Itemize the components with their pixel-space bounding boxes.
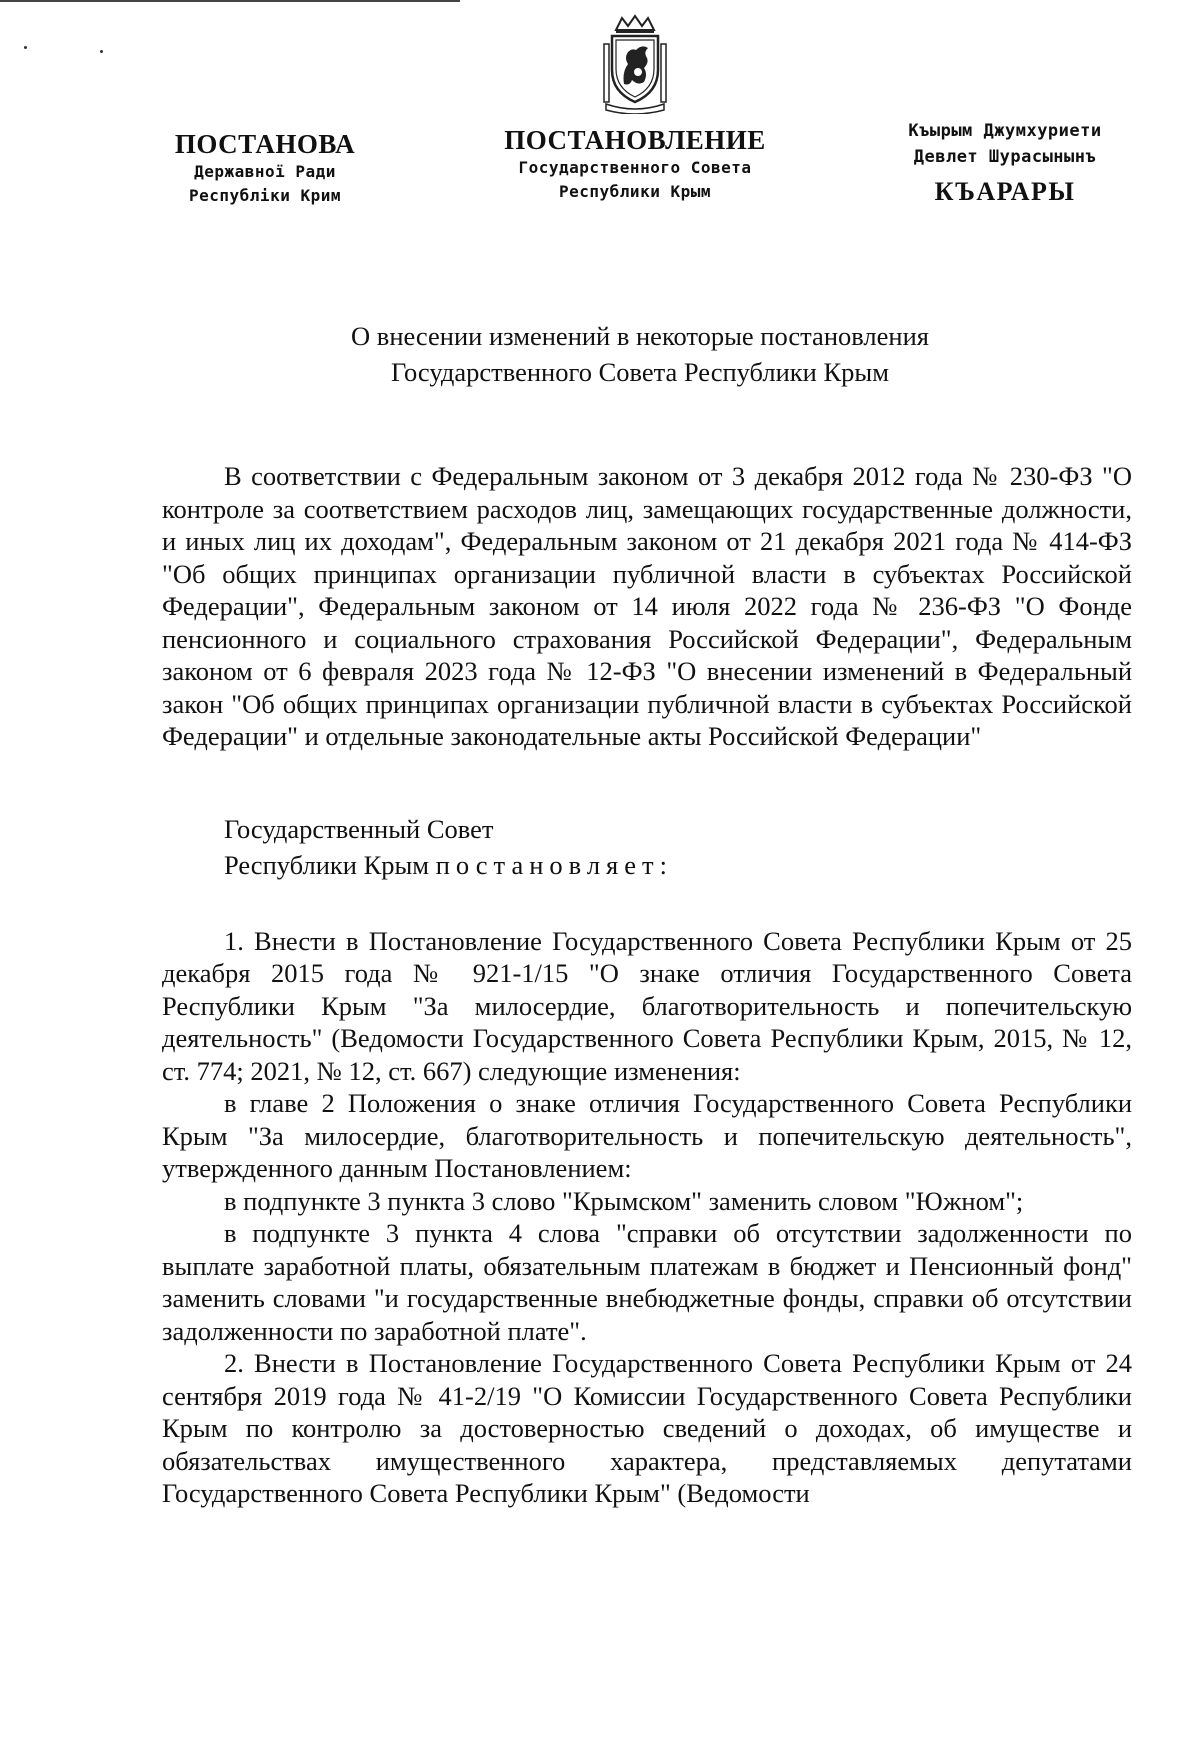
council-line2 — [224, 847, 1132, 883]
item1-intro: 1. Внести в Постановление Государственного Совета Республики Крым от 25 декабря 2015 года № 921-1/15 "О знаке отличия Государственного Совета Республики Крым "За милосердие, благотворительность и попечительскую деятельность" (Ведомости Государственного Совета Республики Крым, 2015, № 12, ст. 774; 2021, № 12, ст. 667) следующие изменения: — [162, 925, 1132, 1086]
header-center-title: ПОСТАНОВЛЕНИЕ — [504, 125, 766, 155]
scan-speck — [100, 50, 103, 53]
decree-verb: постановляет: — [435, 849, 673, 880]
header-russian — [470, 124, 800, 204]
header-right-title: КЪАРАРЫ — [934, 177, 1076, 206]
header-left-title: ПОСТАНОВА — [174, 129, 356, 159]
header-right-line2: Девлет Шурасынынъ — [913, 147, 1097, 167]
subject-line1: О внесении изменений в некоторые постановления — [351, 321, 929, 351]
document-body — [162, 460, 1132, 1510]
council-line1: Государственный Совет — [224, 813, 494, 844]
header-left-line1: Державної Ради — [194, 162, 336, 181]
preamble-paragraph: В соответствии с Федеральным законом от 3 декабря 2012 года № 230-ФЗ "О контроле за соответствием расходов лиц, замещающих государственные должности, и иных лиц их доходам", Федеральным законом от 21 декабря 2021 года № 414-ФЗ "Об общих принципах организации публичной власти в субъектах Российской Федерации", Федеральным законом от 14 июля 2022 года № 236-ФЗ "О Фонде пенсионного и социального страхования Российской Федерации", Федеральным законом от 6 февраля 2023 года № 12-ФЗ "О внесении изменений в Федеральный закон "Об общих принципах организации публичной власти в субъектах Российской Федерации" и отдельные законодательные акты Российской Федерации" — [162, 461, 1132, 751]
crimea-coat-of-arms-icon — [602, 14, 668, 114]
subject-line2: Государственного Совета Республики Крым — [391, 357, 889, 387]
item2-intro: 2. Внести в Постановление Государственного Совета Республики Крым от 24 сентября 2019 года № 41-2/19 "О Комиссии Государственного Совета Республики Крым по контролю за достоверностью сведений о доходах, об имуществе и обязательствах имущественного характера, представляемых депутатами Государственного Совета Республики Крым" (Ведомости — [162, 1348, 1132, 1508]
council-decree-line — [162, 811, 1132, 883]
header-center-line2: Республики Крым — [559, 182, 711, 201]
header-ukrainian — [140, 128, 390, 208]
item1-chapter: в главе 2 Положения о знаке отличия Государственного Совета Республики Крым "За милосердие, благотворительность и попечительскую деятельность", утвержденного данным Постановлением: — [162, 1088, 1132, 1183]
header-right-line1: Къырым Джумхуриети — [908, 121, 1102, 141]
scan-edge-line — [0, 0, 460, 2]
header-center-line1: Государственного Совета — [518, 158, 752, 177]
scan-speck — [24, 46, 27, 49]
item1-subitem2: в подпункте 3 пункта 4 слова "справки об отсутствии задолженности по выплате заработной платы, обязательным платежам в бюджет и Пенсионный фонд" заменить словами "и государственные внебюджетные фонды, справки об отсутствии задолженности по заработной плате". — [162, 1218, 1132, 1346]
council-line2-prefix: Республики Крым — [224, 849, 430, 880]
header-left-line2: Республіки Крим — [189, 186, 341, 205]
document-subject — [200, 318, 1080, 390]
item1-subitem1: в подпункте 3 пункта 3 слово "Крымском" заменить словом "Южном"; — [224, 1185, 1024, 1216]
header-crimean-tatar — [860, 118, 1150, 208]
